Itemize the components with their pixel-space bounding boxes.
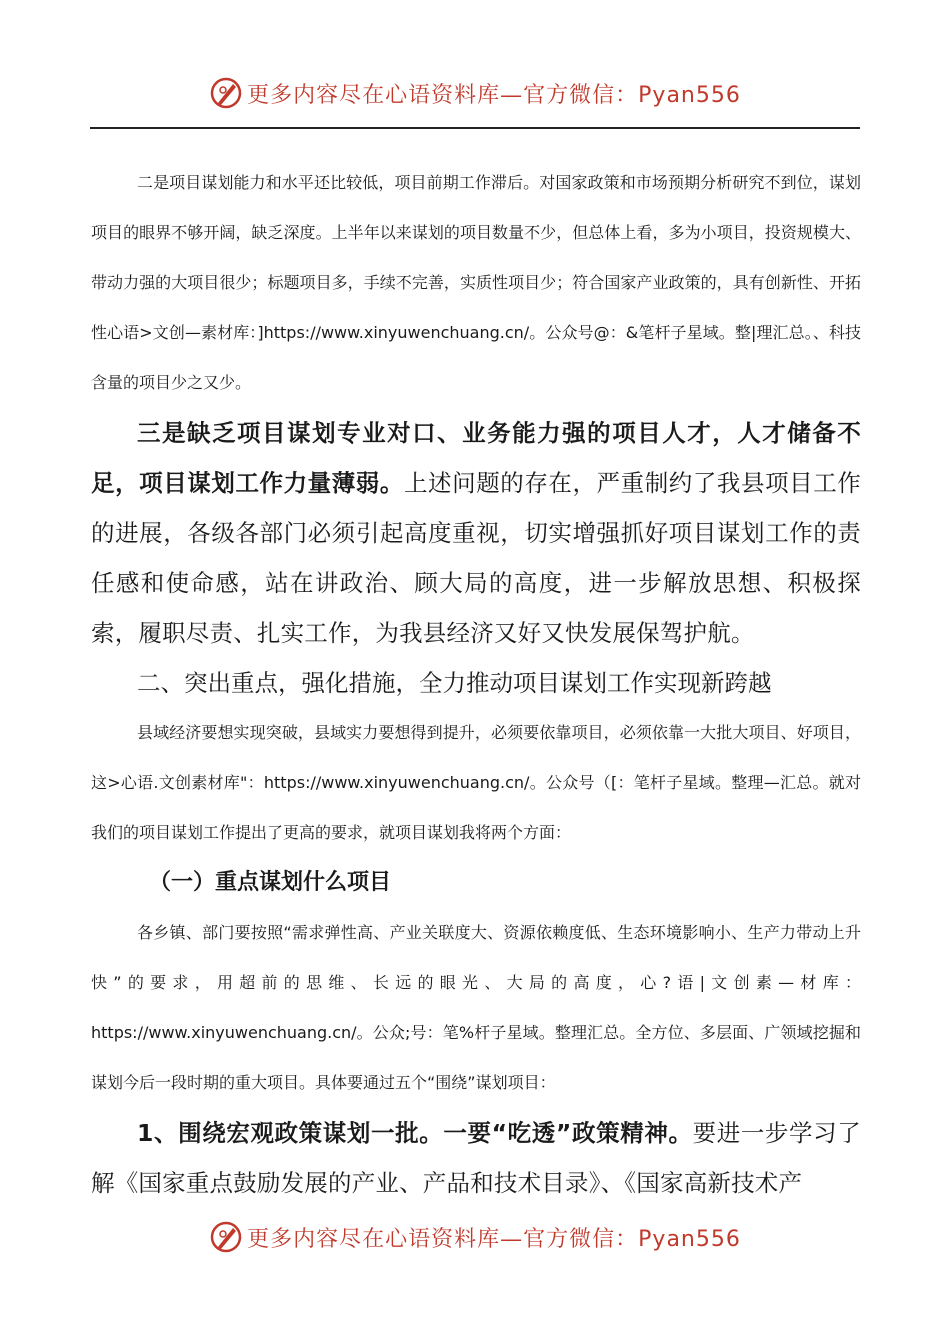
paragraph-2 xyxy=(91,408,861,658)
footer-banner-text xyxy=(247,1222,741,1253)
paragraph-4: 各乡镇、部门要按照“需求弹性高、产业关联度大、资源依赖度低、生态环境影响小、生产力带动上升快”的要求，用超前的思维、长远的眼光、大局的高度，心?语|文创素—材库：https://www.xinyuwenchuang.cn/。公众;号：笔%杆子星域。整理汇总。全方位、多层面、广领域挖掘和谋划今后一段时期的重大项目。具体要通过五个“围绕”谋划项目： xyxy=(91,923,861,1092)
pen-nib-logo-icon xyxy=(209,1220,243,1254)
header-banner-text xyxy=(247,78,741,109)
subsection-heading-1: （一）重点谋划什么项目 xyxy=(149,870,392,895)
paragraph-3: 县域经济要想实现突破，县域实力要想得到提升，必须要依靠项目，必须依靠一大批大项目、好项目，这>心语.文创素材库"：https://www.xinyuwenchuang.cn/。公众号（[：笔杆子星域。整理—汇总。就对我们的项目谋划工作提出了更高的要求，就项目谋划我将两个方面： xyxy=(91,723,861,842)
header-banner-title: 更多内容尽在心语资料库 xyxy=(247,82,501,108)
header-banner xyxy=(0,68,950,118)
footer-banner-title: 更多内容尽在心语资料库 xyxy=(247,1226,501,1252)
paragraph-5-bold: 1、围绕宏观政策谋划一批。一要“吃透”政策精神。 xyxy=(137,1119,693,1147)
header-divider xyxy=(90,127,860,129)
section-heading-2: 二、突出重点，强化措施，全力推动项目谋划工作实现新跨越 xyxy=(137,669,772,697)
footer-banner-separator: — xyxy=(500,1226,524,1252)
paragraph-2-rest: 上述问题的存在，严重制约了我县项目工作的进展，各级各部门必须引起高度重视，切实增强抓好项目谋划工作的责任感和使命感，站在讲政治、顾大局的高度，进一步解放思想、积极探索，履职尽责、扎实工作，为我县经济又好又快发展保驾护航。 xyxy=(91,469,861,647)
footer-banner-wechat-label: 官方微信： xyxy=(523,1226,639,1252)
header-banner-wechat-label: 官方微信： xyxy=(523,82,639,108)
header-banner-separator: — xyxy=(500,82,524,108)
header-banner-wechat-id: Pyan556 xyxy=(638,82,741,108)
footer-banner xyxy=(0,1212,950,1262)
footer-banner-wechat-id: Pyan556 xyxy=(638,1226,741,1252)
pen-nib-logo-icon xyxy=(209,76,243,110)
paragraph-2-bold: 三是缺乏项目谋划专业对口、业务能力强的项目人才，人才储备不足，项目谋划工作力量薄弱。 xyxy=(91,419,861,497)
paragraph-5-rest: 要进一步学习了解《国家重点鼓励发展的产业、产品和技术目录》、《国家高新技术产 xyxy=(91,1119,861,1197)
paragraph-5 xyxy=(91,1108,861,1208)
paragraph-1: 二是项目谋划能力和水平还比较低，项目前期工作滞后。对国家政策和市场预期分析研究不到位，谋划项目的眼界不够开阔，缺乏深度。上半年以来谋划的项目数量不少，但总体上看，多为小项目，投资规模大、带动力强的大项目很少；标题项目多，手续不完善，实质性项目少；符合国家产业政策的，具有创新性、开拓性心语>文创—素材库：]https://www.xinyuwenchuang.cn/。公众号@：&笔杆子星域。整|理汇总。、科技含量的项目少之又少。 xyxy=(91,173,861,392)
document-body xyxy=(91,158,861,1208)
